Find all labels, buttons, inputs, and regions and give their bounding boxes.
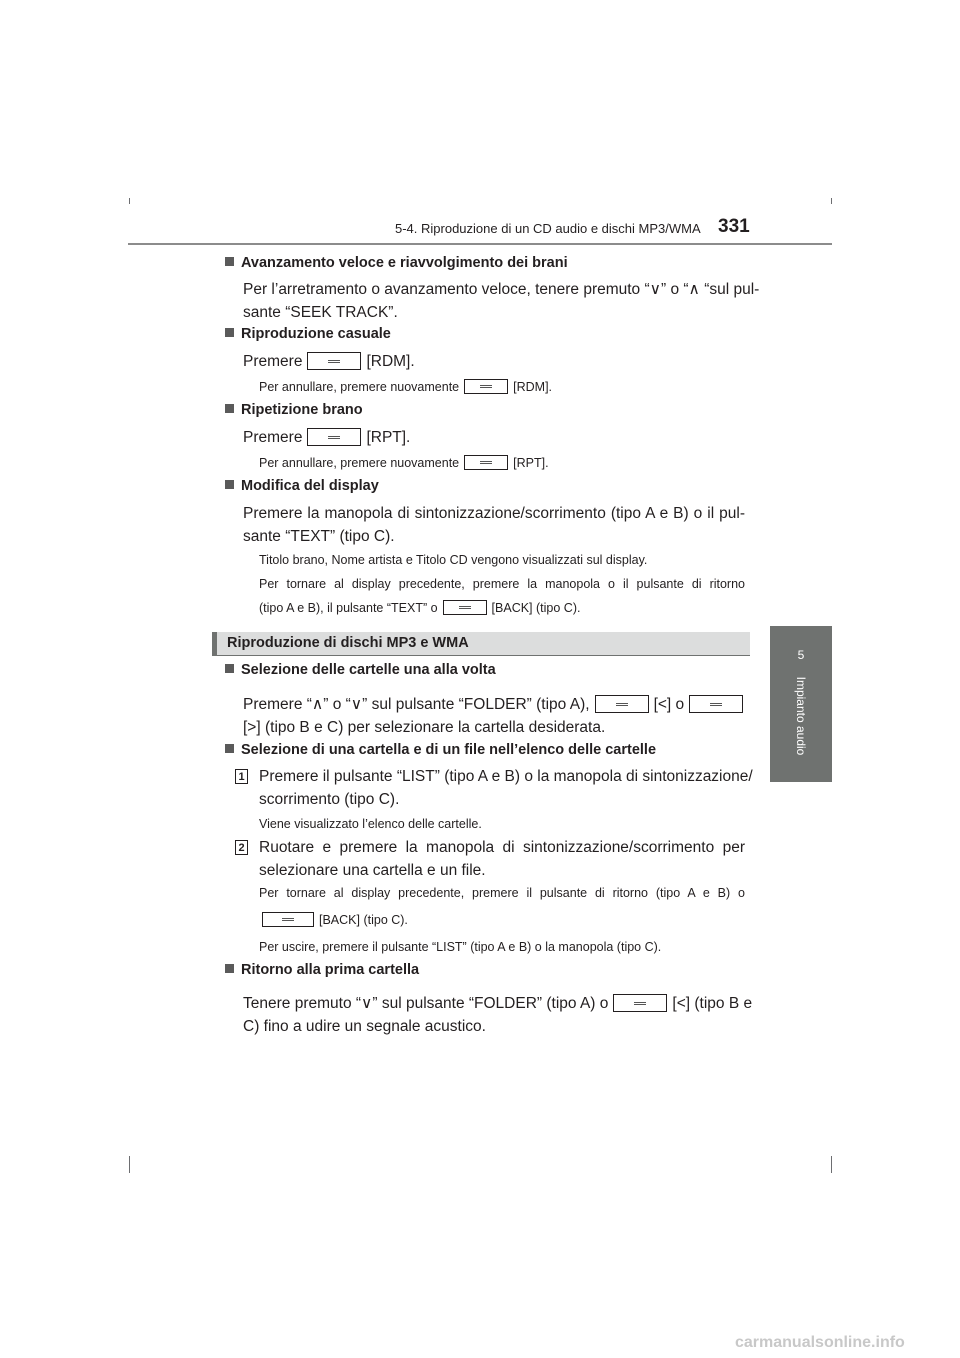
rdm-button-icon <box>464 379 508 394</box>
chapter-label: Impianto audio <box>794 676 808 756</box>
heading-fast-forward: Avanzamento veloce e riavvolgimento dei brani <box>225 255 568 271</box>
prev-folder-button-icon <box>613 994 667 1012</box>
crop-mark-bottom-left <box>129 1156 130 1173</box>
note-step-1: Viene visualizzato l’elenco delle cartelle. <box>259 817 482 831</box>
note-step-2: Per tornare al display precedente, premere il pulsante di ritorno (tipo A e B) o [BACK] (tipo C). Per uscire, premere il pulsante “LIST” (tipo A e B) o la manopola (tipo C). <box>259 886 745 954</box>
heading-folder-select: Selezione delle cartelle una alla volta <box>225 662 496 678</box>
note-display: Titolo brano, Nome artista e Titolo CD vengono visualizzati sul display. Per tornare al display precedente, premere la manopola o il pulsante di ritorno (tipo A e B), il pulsante “TEXT” o [BACK] (tipo C). <box>259 553 745 615</box>
heading-repeat: Ripetizione brano <box>225 402 363 418</box>
bullet-square-icon <box>225 328 234 337</box>
running-header: 5-4. Riproduzione di un CD audio e dischi MP3/WMA <box>395 221 701 236</box>
rpt-button-icon <box>307 428 361 446</box>
step-number-2: 2 <box>235 840 248 855</box>
crop-mark-top-left <box>129 198 130 204</box>
heading-folder-list: Selezione di una cartella e di un file nell’elenco delle cartelle <box>225 742 656 758</box>
paragraph-step-1: Premere il pulsante “LIST” (tipo A e B) o la manopola di sintonizzazione/ scorrimento (tipo C). <box>259 768 753 808</box>
back-button-icon <box>262 912 314 927</box>
paragraph-folder-select: Premere “∧” o “∨” sul pulsante “FOLDER” (tipo A), [<] o [>] (tipo B e C) per selezionare la cartella desiderata. <box>243 693 745 739</box>
bullet-square-icon <box>225 257 234 266</box>
bullet-square-icon <box>225 744 234 753</box>
paragraph-first-folder: Tenere premuto “∨” sul pulsante “FOLDER” (tipo A) o [<] (tipo B e C) fino a udire un segnale acustico. <box>243 995 753 1035</box>
bullet-square-icon <box>225 480 234 489</box>
chapter-number: 5 <box>797 648 805 662</box>
rpt-button-icon <box>464 455 508 470</box>
bullet-square-icon <box>225 964 234 973</box>
rdm-button-icon <box>307 352 361 370</box>
heading-first-folder: Ritorno alla prima cartella <box>225 962 419 978</box>
bullet-square-icon <box>225 404 234 413</box>
prev-folder-button-icon <box>595 695 649 713</box>
section-title: Riproduzione di dischi MP3 e WMA <box>227 635 469 651</box>
paragraph-random: Premere [RDM]. <box>243 353 415 370</box>
heading-random: Riproduzione casuale <box>225 326 391 342</box>
crop-mark-top-right <box>831 198 832 204</box>
back-button-icon <box>443 600 487 615</box>
chapter-tab <box>770 626 832 782</box>
heading-display: Modifica del display <box>225 478 379 494</box>
step-number-1: 1 <box>235 769 248 784</box>
bullet-square-icon <box>225 664 234 673</box>
page-number: 331 <box>718 216 750 237</box>
note-repeat: Per annullare, premere nuovamente [RPT]. <box>259 456 549 470</box>
watermark: carmanualsonline.info <box>735 1334 905 1351</box>
section-title-bar <box>212 632 750 656</box>
note-random: Per annullare, premere nuovamente [RDM]. <box>259 380 553 394</box>
paragraph-display: Premere la manopola di sintonizzazione/scorrimento (tipo A e B) o il pul- sante “TEXT” (tipo C). <box>243 505 745 545</box>
paragraph-fast-forward: Per l’arretramento o avanzamento veloce, tenere premuto “∨” o “∧ “sul pul- sante “SEEK TRACK”. <box>243 281 760 321</box>
crop-mark-bottom-right <box>831 1156 832 1173</box>
paragraph-repeat: Premere [RPT]. <box>243 429 411 446</box>
paragraph-step-2: Ruotare e premere la manopola di sintonizzazione/scorrimento per selezionare una cartella e un file. <box>259 839 745 879</box>
header-rule <box>128 243 832 245</box>
next-folder-button-icon <box>689 695 743 713</box>
